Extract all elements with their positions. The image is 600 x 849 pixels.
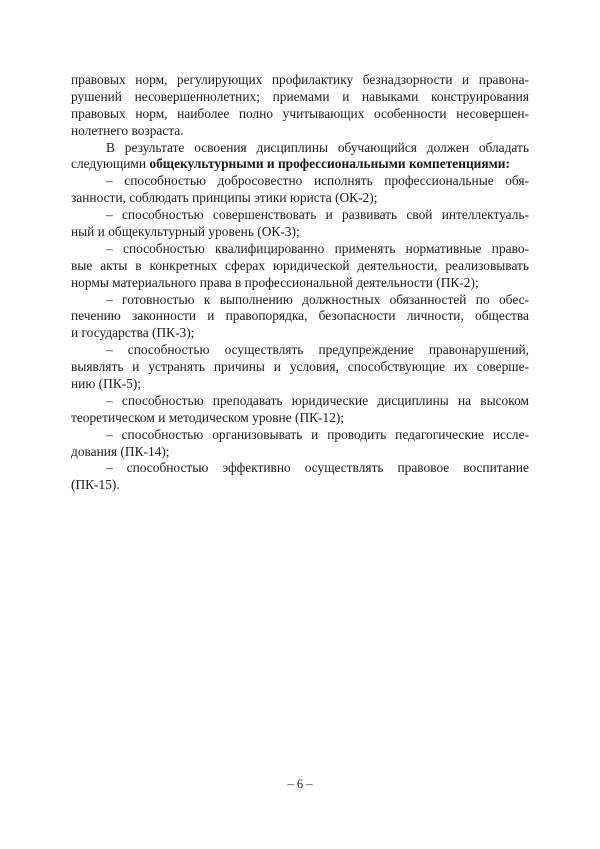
page-number: – 6 – bbox=[287, 777, 313, 791]
competency-line: – способностью преподавать юридические дисциплины на высоком bbox=[106, 392, 529, 408]
paragraph-line: рушений несовершеннолетних; приемами и навыками конструирования bbox=[71, 88, 529, 104]
paragraph-line: правовых норм, регулирующих профилактику безнадзорности и правона- bbox=[71, 72, 529, 87]
competencies-heading: общекультурными и профессиональными компетенциями: bbox=[149, 156, 510, 172]
competency-line: ный и общекультурный уровень (ОК-3); bbox=[71, 224, 300, 240]
paragraph-line: правовых норм, наиболее полно учитывающих особенности несовершен- bbox=[71, 105, 529, 121]
body-text bbox=[71, 72, 529, 494]
competency-line: выявлять и устранять причины и условия, способствующие их соверше- bbox=[71, 359, 529, 375]
competency-line: печению законности и правопорядка, безопасности личности, общества bbox=[71, 308, 529, 324]
competency-line: – способностью осуществлять предупреждение правонарушений, bbox=[106, 342, 529, 358]
competency-line: нормы материального права в профессиональной деятельности (ПК-2); bbox=[71, 274, 479, 290]
competency-line: (ПК-15). bbox=[71, 477, 120, 493]
competency-line: и государства (ПК-3); bbox=[71, 325, 195, 341]
competency-line: вые акты в конкретных сферах юридической деятельности, реализовывать bbox=[71, 257, 529, 273]
intro-prefix: следующими bbox=[71, 156, 150, 172]
competency-line: нию (ПК-5); bbox=[71, 376, 142, 392]
competency-line: занности, соблюдать принципы этики юриста (ОК-2); bbox=[71, 190, 378, 206]
competency-line: дования (ПК-14); bbox=[71, 443, 170, 459]
competency-line: – способностью квалифицированно применять нормативные право- bbox=[106, 240, 529, 256]
competency-line: – готовностью к выполнению должностных обязанностей по обес- bbox=[106, 291, 529, 307]
competency-line: теоретическом и методическом уровне (ПК-12); bbox=[71, 409, 345, 425]
competency-line: – способностью добросовестно исполнять профессиональные обя- bbox=[106, 173, 529, 189]
intro-line bbox=[71, 156, 529, 173]
competency-line: – способностью организовывать и проводить педагогические иссле- bbox=[106, 426, 529, 442]
competency-line: – способностью эффективно осуществлять правовое воспитание bbox=[106, 460, 529, 476]
intro-line: В результате освоения дисциплины обучающийся должен обладать bbox=[106, 139, 529, 155]
competency-line: – способностью совершенствовать и развивать свой интеллектуаль- bbox=[106, 207, 529, 223]
paragraph-line: нолетнего возраста. bbox=[71, 122, 184, 138]
